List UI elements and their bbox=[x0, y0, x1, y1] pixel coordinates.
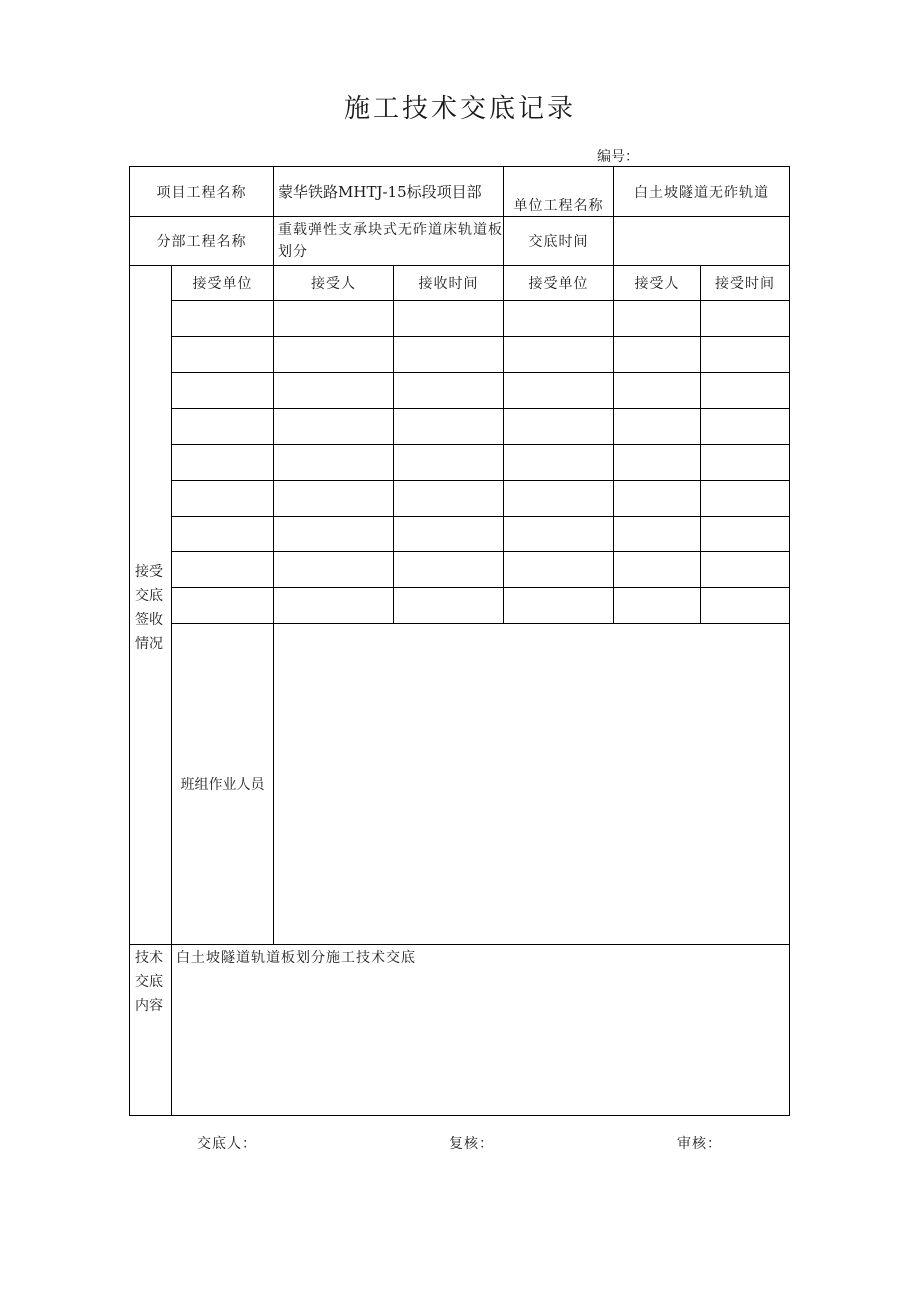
receipt-cell[interactable] bbox=[394, 517, 503, 551]
receipt-cell[interactable] bbox=[701, 481, 789, 516]
receipt-cell[interactable] bbox=[701, 552, 789, 587]
receipt-cell[interactable] bbox=[614, 445, 700, 480]
receipt-cell[interactable] bbox=[504, 552, 613, 587]
receipt-cell[interactable] bbox=[274, 588, 393, 623]
team-members-area[interactable] bbox=[274, 624, 789, 944]
receipt-cell[interactable] bbox=[394, 337, 503, 372]
receipt-cell[interactable] bbox=[274, 301, 393, 336]
receipt-cell[interactable] bbox=[274, 517, 393, 551]
receipt-cell[interactable] bbox=[701, 409, 789, 444]
receipt-cell[interactable] bbox=[504, 337, 613, 372]
receipt-cell[interactable] bbox=[701, 301, 789, 336]
receipt-side-label: 接受交底签收情况 bbox=[135, 564, 163, 652]
receipt-cell[interactable] bbox=[614, 517, 700, 551]
receipt-cell[interactable] bbox=[172, 373, 273, 408]
receipt-cell[interactable] bbox=[172, 445, 273, 480]
receipt-cell[interactable] bbox=[701, 337, 789, 372]
receipt-cell[interactable] bbox=[701, 588, 789, 623]
receipt-cell[interactable] bbox=[614, 301, 700, 336]
unit-name-label: 单位工程名称 bbox=[513, 198, 604, 214]
approver-label: 审核： bbox=[677, 1136, 722, 1152]
receipt-cell[interactable] bbox=[504, 409, 613, 444]
receipt-cell[interactable] bbox=[701, 445, 789, 480]
receipt-cell[interactable] bbox=[394, 588, 503, 623]
receipt-cell[interactable] bbox=[701, 373, 789, 408]
subdivision-name-value: 重载弹性支承块式无砟道床轨道板划分 bbox=[278, 222, 503, 260]
receipt-cell[interactable] bbox=[172, 588, 273, 623]
receipt-cell[interactable] bbox=[614, 588, 700, 623]
col-header-receiver: 接受人 bbox=[311, 276, 356, 292]
project-name-label: 项目工程名称 bbox=[156, 184, 247, 201]
briefing-content-text: 白土坡隧道轨道板划分施工技术交底 bbox=[176, 950, 416, 966]
receipt-cell[interactable] bbox=[172, 481, 273, 516]
receipt-cell[interactable] bbox=[394, 445, 503, 480]
col-header-receive-time: 接受时间 bbox=[715, 276, 775, 292]
receipt-cell[interactable] bbox=[274, 373, 393, 408]
receipt-cell[interactable] bbox=[394, 481, 503, 516]
col-header-receiver: 接受人 bbox=[634, 276, 680, 292]
document-number-label: 编号： bbox=[597, 149, 639, 165]
receipt-cell[interactable] bbox=[614, 373, 700, 408]
team-members-label: 班组作业人员 bbox=[180, 777, 265, 793]
col-header-receiving-unit: 接受单位 bbox=[192, 276, 253, 292]
receipt-cell[interactable] bbox=[614, 481, 700, 516]
unit-name-value: 白土坡隧道无砟轨道 bbox=[634, 184, 769, 201]
receipt-cell[interactable] bbox=[504, 517, 613, 551]
receipt-cell[interactable] bbox=[394, 301, 503, 336]
receipt-cell[interactable] bbox=[172, 301, 273, 336]
content-side-label: 技术交底内容 bbox=[135, 950, 163, 1014]
receipt-cell[interactable] bbox=[504, 373, 613, 408]
receipt-cell[interactable] bbox=[394, 409, 503, 444]
receipt-cell[interactable] bbox=[504, 301, 613, 336]
page-title: 施工技术交底记录 bbox=[343, 94, 576, 124]
receipt-cell[interactable] bbox=[274, 409, 393, 444]
reviewer-label: 复核： bbox=[449, 1136, 494, 1152]
receipt-cell[interactable] bbox=[172, 552, 273, 587]
receipt-cell[interactable] bbox=[701, 517, 789, 551]
presenter-label: 交底人： bbox=[197, 1136, 257, 1152]
receipt-cell[interactable] bbox=[172, 517, 273, 551]
receipt-cell[interactable] bbox=[504, 445, 613, 480]
receipt-cell[interactable] bbox=[614, 409, 700, 444]
receipt-cell[interactable] bbox=[504, 481, 613, 516]
subdivision-name-label: 分部工程名称 bbox=[156, 234, 247, 250]
col-header-receive-time: 接收时间 bbox=[418, 276, 479, 292]
receipt-cell[interactable] bbox=[274, 552, 393, 587]
briefing-time-label: 交底时间 bbox=[528, 234, 589, 250]
project-name-value: 蒙华铁路MHTJ-15标段项目部 bbox=[278, 183, 482, 201]
col-header-receiving-unit: 接受单位 bbox=[528, 276, 589, 292]
receipt-cell[interactable] bbox=[274, 445, 393, 480]
receipt-cell[interactable] bbox=[394, 552, 503, 587]
briefing-time-value[interactable] bbox=[614, 217, 789, 265]
receipt-cell[interactable] bbox=[504, 588, 613, 623]
receipt-cell[interactable] bbox=[172, 409, 273, 444]
receipt-cell[interactable] bbox=[172, 337, 273, 372]
receipt-cell[interactable] bbox=[614, 337, 700, 372]
receipt-cell[interactable] bbox=[274, 481, 393, 516]
receipt-cell[interactable] bbox=[274, 337, 393, 372]
receipt-cell[interactable] bbox=[614, 552, 700, 587]
receipt-cell[interactable] bbox=[394, 373, 503, 408]
